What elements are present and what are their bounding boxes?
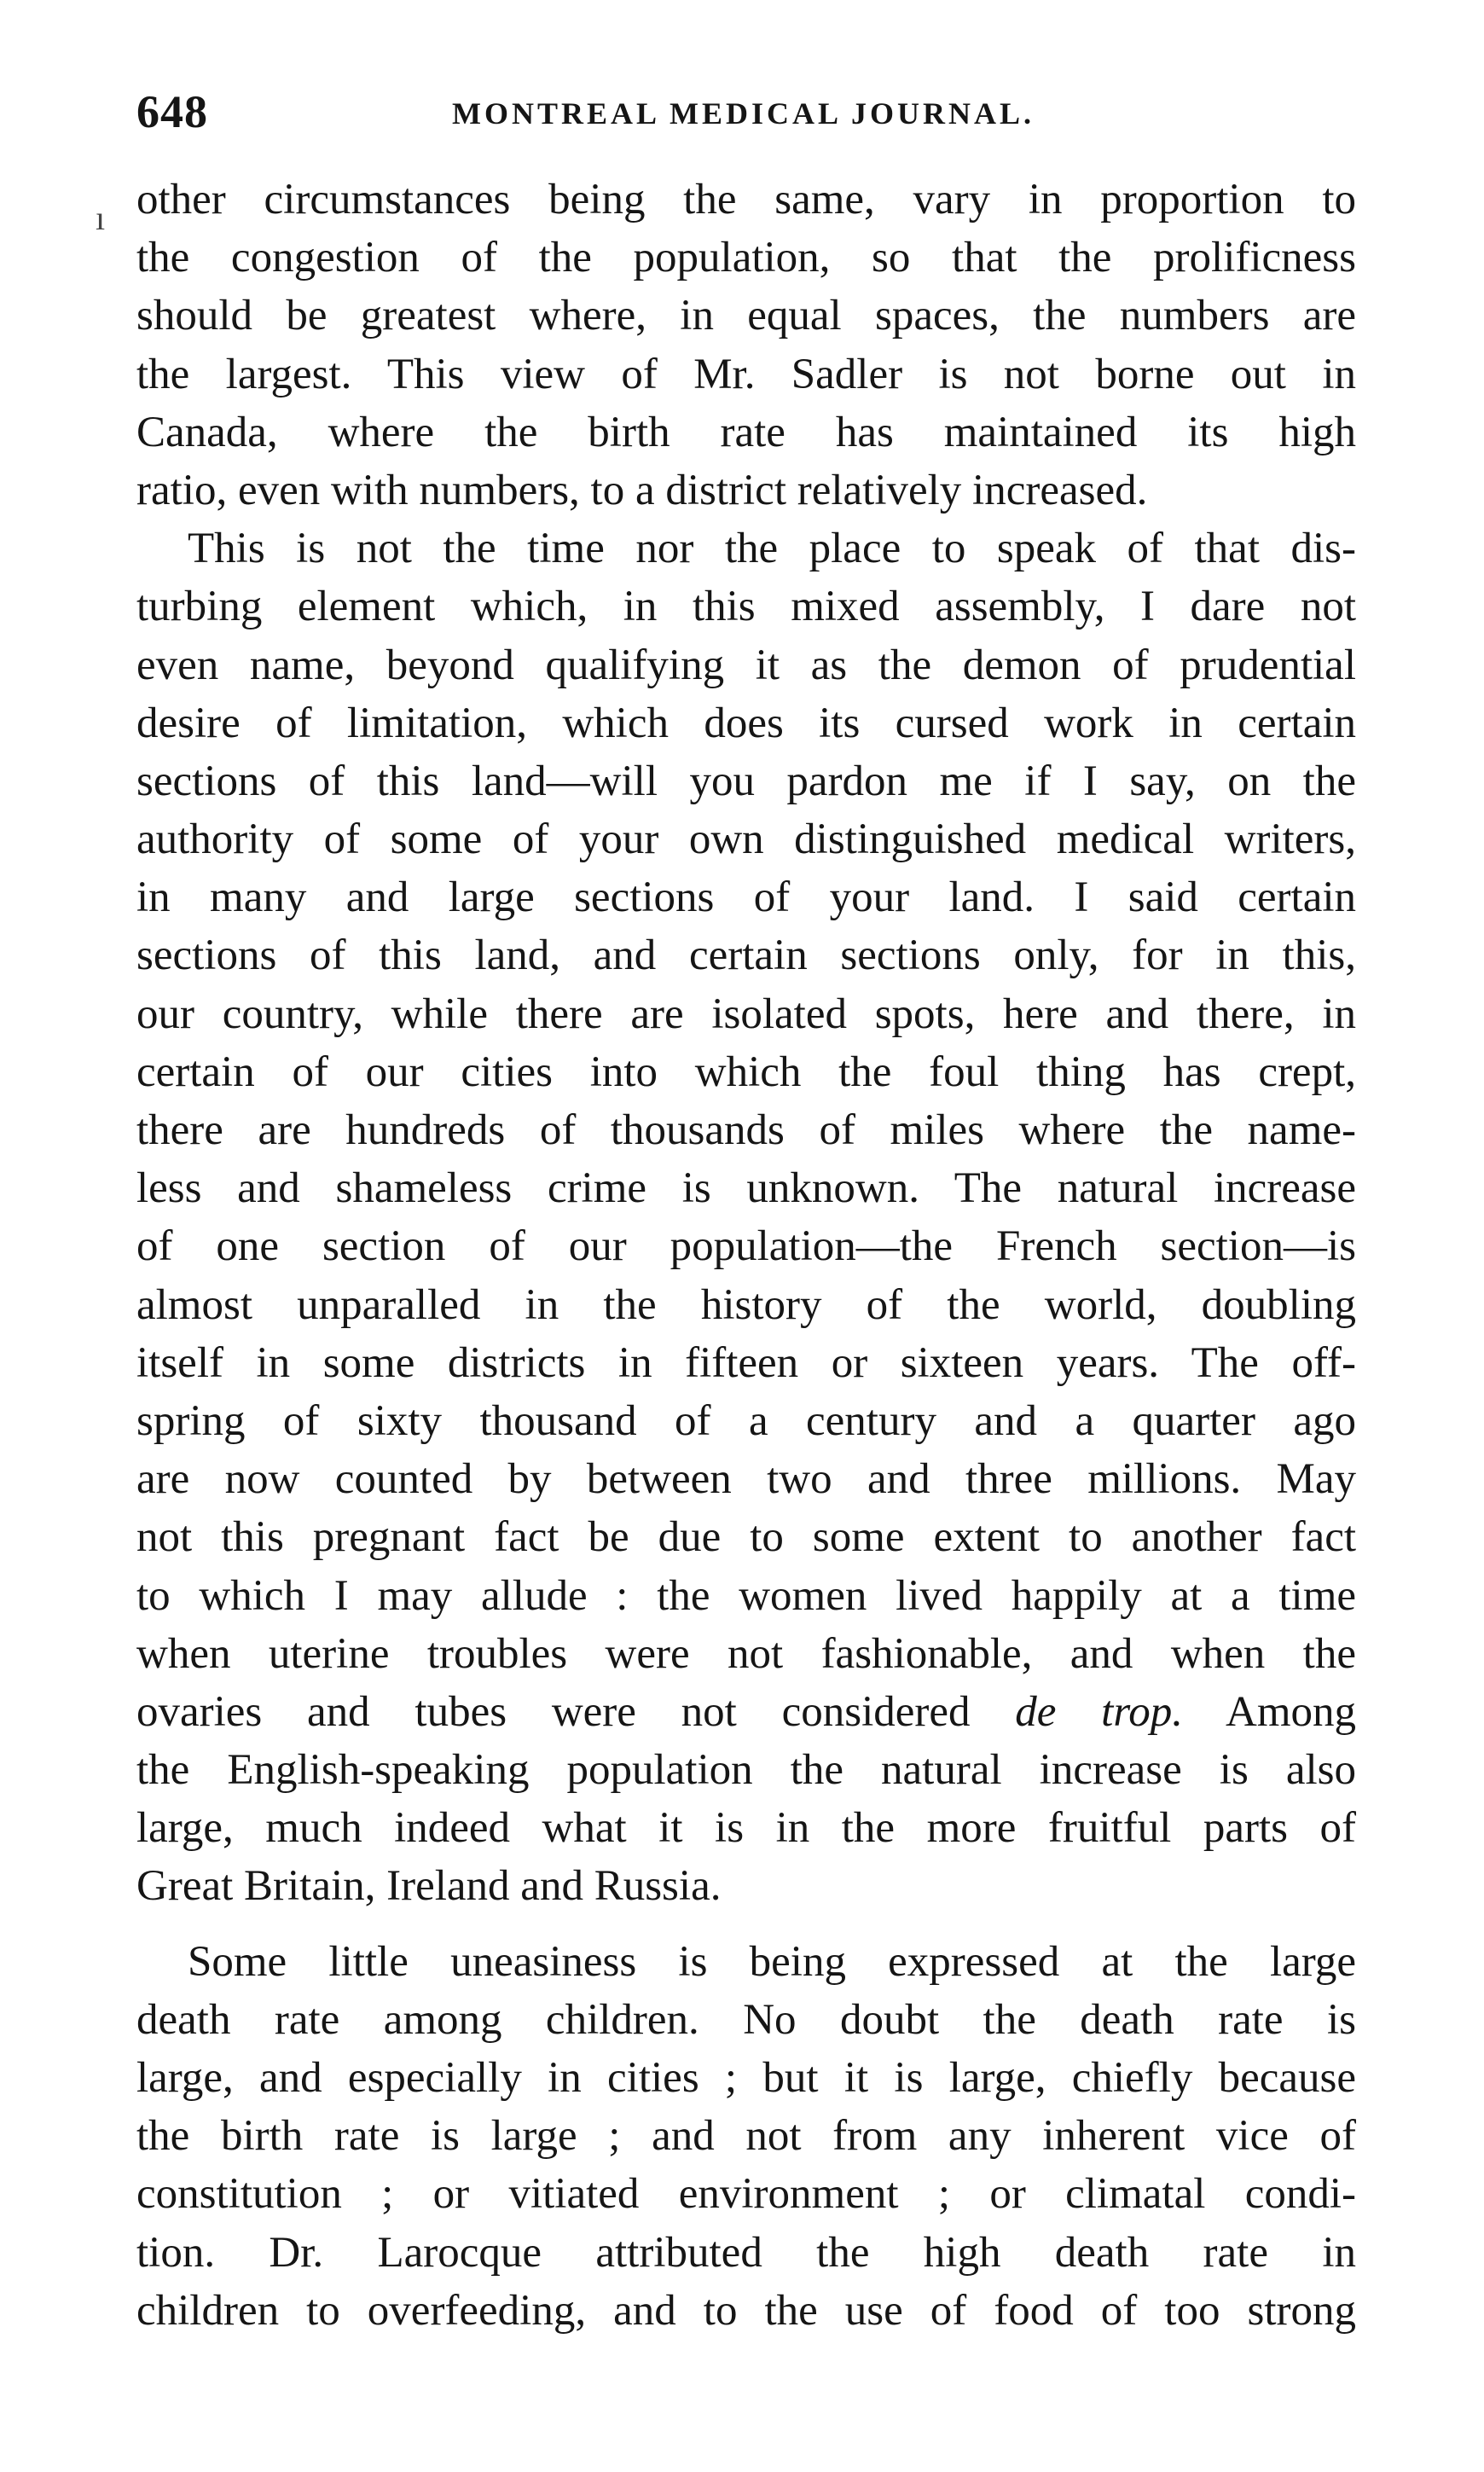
paragraph-gap (136, 1916, 1356, 1933)
text-line: should be greatest where, in equal spaces, the numbers are (136, 292, 1356, 340)
text-line: there are hundreds of thousands of miles where the name- (136, 1106, 1356, 1154)
text-line: Some little uneasiness is being expressed at the large (188, 1937, 1356, 1986)
text-line: tion. Dr. Larocque attributed the high death rate in (136, 2228, 1356, 2277)
paragraph-3 (136, 1933, 1356, 2340)
text-line: certain of our cities into which the foul thing has crept, (136, 1047, 1356, 1096)
text-line: itself in some districts in fifteen or sixteen years. The off- (136, 1338, 1356, 1387)
text-line: almost unparalled in the history of the world, doubling (136, 1280, 1356, 1329)
text-line: other circumstances being the same, vary in proportion to (136, 176, 1356, 223)
text-line: desire of limitation, which does its cursed work in certain (136, 699, 1356, 747)
text-line: children to overfeeding, and to the use of food of too strong (136, 2286, 1356, 2335)
text-line: constitution ; or vitiated environment ; or climatal condi- (136, 2170, 1356, 2219)
text-line: Great Britain, Ireland and Russia. (136, 1862, 722, 1911)
margin-mark: ı (96, 199, 106, 237)
body-text (136, 171, 1356, 2340)
italic-phrase: de trop. (1015, 1687, 1184, 1736)
text-line: authority of some of your own distinguished medical writers, (136, 815, 1356, 864)
running-title: MONTREAL MEDICAL JOURNAL. (452, 96, 1035, 131)
text-line: large, and especially in cities ; but it is large, chiefly because (136, 2054, 1356, 2102)
text-line: death rate among children. No doubt the death rate is (136, 1995, 1356, 2044)
text-line: even name, beyond qualifying it as the demon of prudential (136, 641, 1356, 689)
text-line: the English-speaking population the natural increase is also (136, 1746, 1356, 1795)
text-line: large, much indeed what it is in the more fruitful parts of (136, 1804, 1356, 1853)
text-line: our country, while there are isolated spots, here and there, in (136, 989, 1356, 1038)
text-line: turbing element which, in this mixed assembly, I dare not (136, 583, 1356, 631)
text-line: the birth rate is large ; and not from any inherent vice of (136, 2112, 1356, 2161)
text-line: Canada, where the birth rate has maintained its high (136, 408, 1356, 456)
text-line-with-italic (136, 1683, 1356, 1741)
text-line: not this pregnant fact be due to some extent to another fact (136, 1513, 1356, 1562)
text-line: This is not the time nor the place to speak of that dis- (188, 525, 1356, 573)
page-number: 648 (136, 86, 208, 137)
text-line: when uterine troubles were not fashionable, and when the (136, 1629, 1356, 1678)
paragraph-1 (136, 171, 1356, 519)
text-line: the largest. This view of Mr. Sadler is not borne out in (136, 350, 1356, 398)
paragraph-2 (136, 519, 1356, 1916)
page-header (136, 85, 1356, 154)
text-segment: Among (1183, 1687, 1357, 1736)
text-line: the congestion of the population, so that the prolificness (136, 234, 1356, 282)
text-line: to which I may allude : the women lived happily at a time (136, 1571, 1356, 1620)
text-line: sections of this land, and certain sections only, for in this, (136, 931, 1356, 980)
text-line: sections of this land—will you pardon me if I say, on the (136, 757, 1356, 805)
text-line: are now counted by between two and three millions. May (136, 1455, 1356, 1504)
text-line: ratio, even with numbers, to a district relatively increased. (136, 466, 1148, 514)
text-line: spring of sixty thousand of a century and a quarter ago (136, 1396, 1356, 1445)
text-line: in many and large sections of your land. I said certain (136, 873, 1356, 922)
text-line: of one section of our population—the French section—is (136, 1222, 1356, 1271)
text-segment: ovaries and tubes were not considered (136, 1687, 1016, 1736)
text-line: less and shameless crime is unknown. The natural increase (136, 1164, 1356, 1213)
